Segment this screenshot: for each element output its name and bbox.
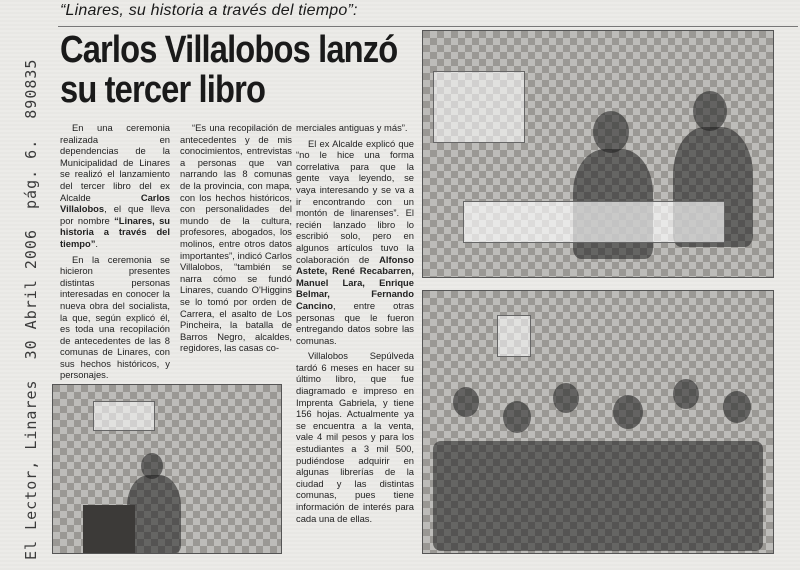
- paragraph: En una ceremonia realizada en dependencias de la Municipalidad de Linares se realizó el lanzamiento del tercer libro del ex Alcalde Carlos Villalobos, el que lleva por nombre “Linares, su historia a través del tiempo”.: [60, 122, 171, 249]
- paragraph: Villalobos Sepúlveda tardó 6 meses en hacer su último libro, que fue diagramado e impreso en Imprenta Gabriela, y tiene 156 hojas. Actualmente ya se encuentra a la venta, vale 4 mil pesos y para los estudiantes a 3 mil 500, pudiéndose adquirir en algunas librerías de la ciudad y las distintas comunas, pues tiene información de interés para cada una de ellas.: [296, 350, 414, 524]
- paragraph: merciales antiguas y más”.: [296, 122, 408, 133]
- article-column-1: [60, 122, 170, 385]
- collaborator-names: Alfonso Astete, René Recabarren, Manuel Lara, Enrique Belmar, Fernando Cancino: [296, 253, 414, 311]
- photo-audience-table: [422, 30, 774, 278]
- photo-audience-seated: [422, 290, 774, 554]
- paragraph: En la ceremonia se hicieron presentes distintas personas interesadas en conocer la nueva obra del socialista, la que, según explicó él, es toda una recopilación de antecedentes de las 8 comunas de Linares, con sus hechos históricos, y personajes.: [60, 253, 170, 381]
- top-rule: [58, 26, 798, 27]
- photo-speaker-lectern: [52, 384, 282, 554]
- paragraph: “Es una recopilación de antecedentes y de mis conocimientos, entrevistas a personas que van narrando las 8 comunas de la provincia, con mapa, con los hechos históricos, con personalidades del mundo de la cultura, profesores, abogados, los molinos, entre otros datos importantes”, indicó Carlos Villalobos, “también se narra cómo se fundó Linares, cuando O'Higgins se lo tomó por orden de Carrera, el asalto de Los Pincheira, la batalla de Barros Negro, alcaldes, regidores, las casas co-: [180, 122, 292, 354]
- margin-source: El Lector, Linares: [22, 379, 40, 560]
- article-column-3: [296, 122, 414, 528]
- margin-page: pág. 6.: [22, 138, 40, 209]
- article-column-2: [180, 122, 292, 358]
- handwritten-margin-note: [22, 58, 40, 560]
- headline-line-2: su tercer libro: [60, 69, 266, 111]
- book-title: “Linares, su historia a través del tiempo”: [60, 214, 171, 249]
- margin-date: 30 Abril 2006: [22, 229, 40, 360]
- headline-line-1: Carlos Villalobos lanzó: [60, 29, 398, 71]
- margin-code: 890835: [22, 58, 40, 119]
- headline: [60, 29, 398, 111]
- kicker: “Linares, su historia a través del tiempo”:: [60, 2, 358, 19]
- paragraph: El ex Alcalde explicó que “no le hice una forma correlativa para que la gente vaya leyendo, se vaya interesando y se va a ir encontrando con un montón de linarenses”. El recién lanzado libro lo escribió solo, pero en algunos artículos tuvo la colaboración de Alfonso Astete, René Recabarren, Manuel Lara, Enrique Belmar, Fernando Cancino, entre otras personas que le fueron entregando datos sobre las comunas.: [296, 137, 414, 346]
- person-name: Carlos Villalobos: [60, 191, 170, 215]
